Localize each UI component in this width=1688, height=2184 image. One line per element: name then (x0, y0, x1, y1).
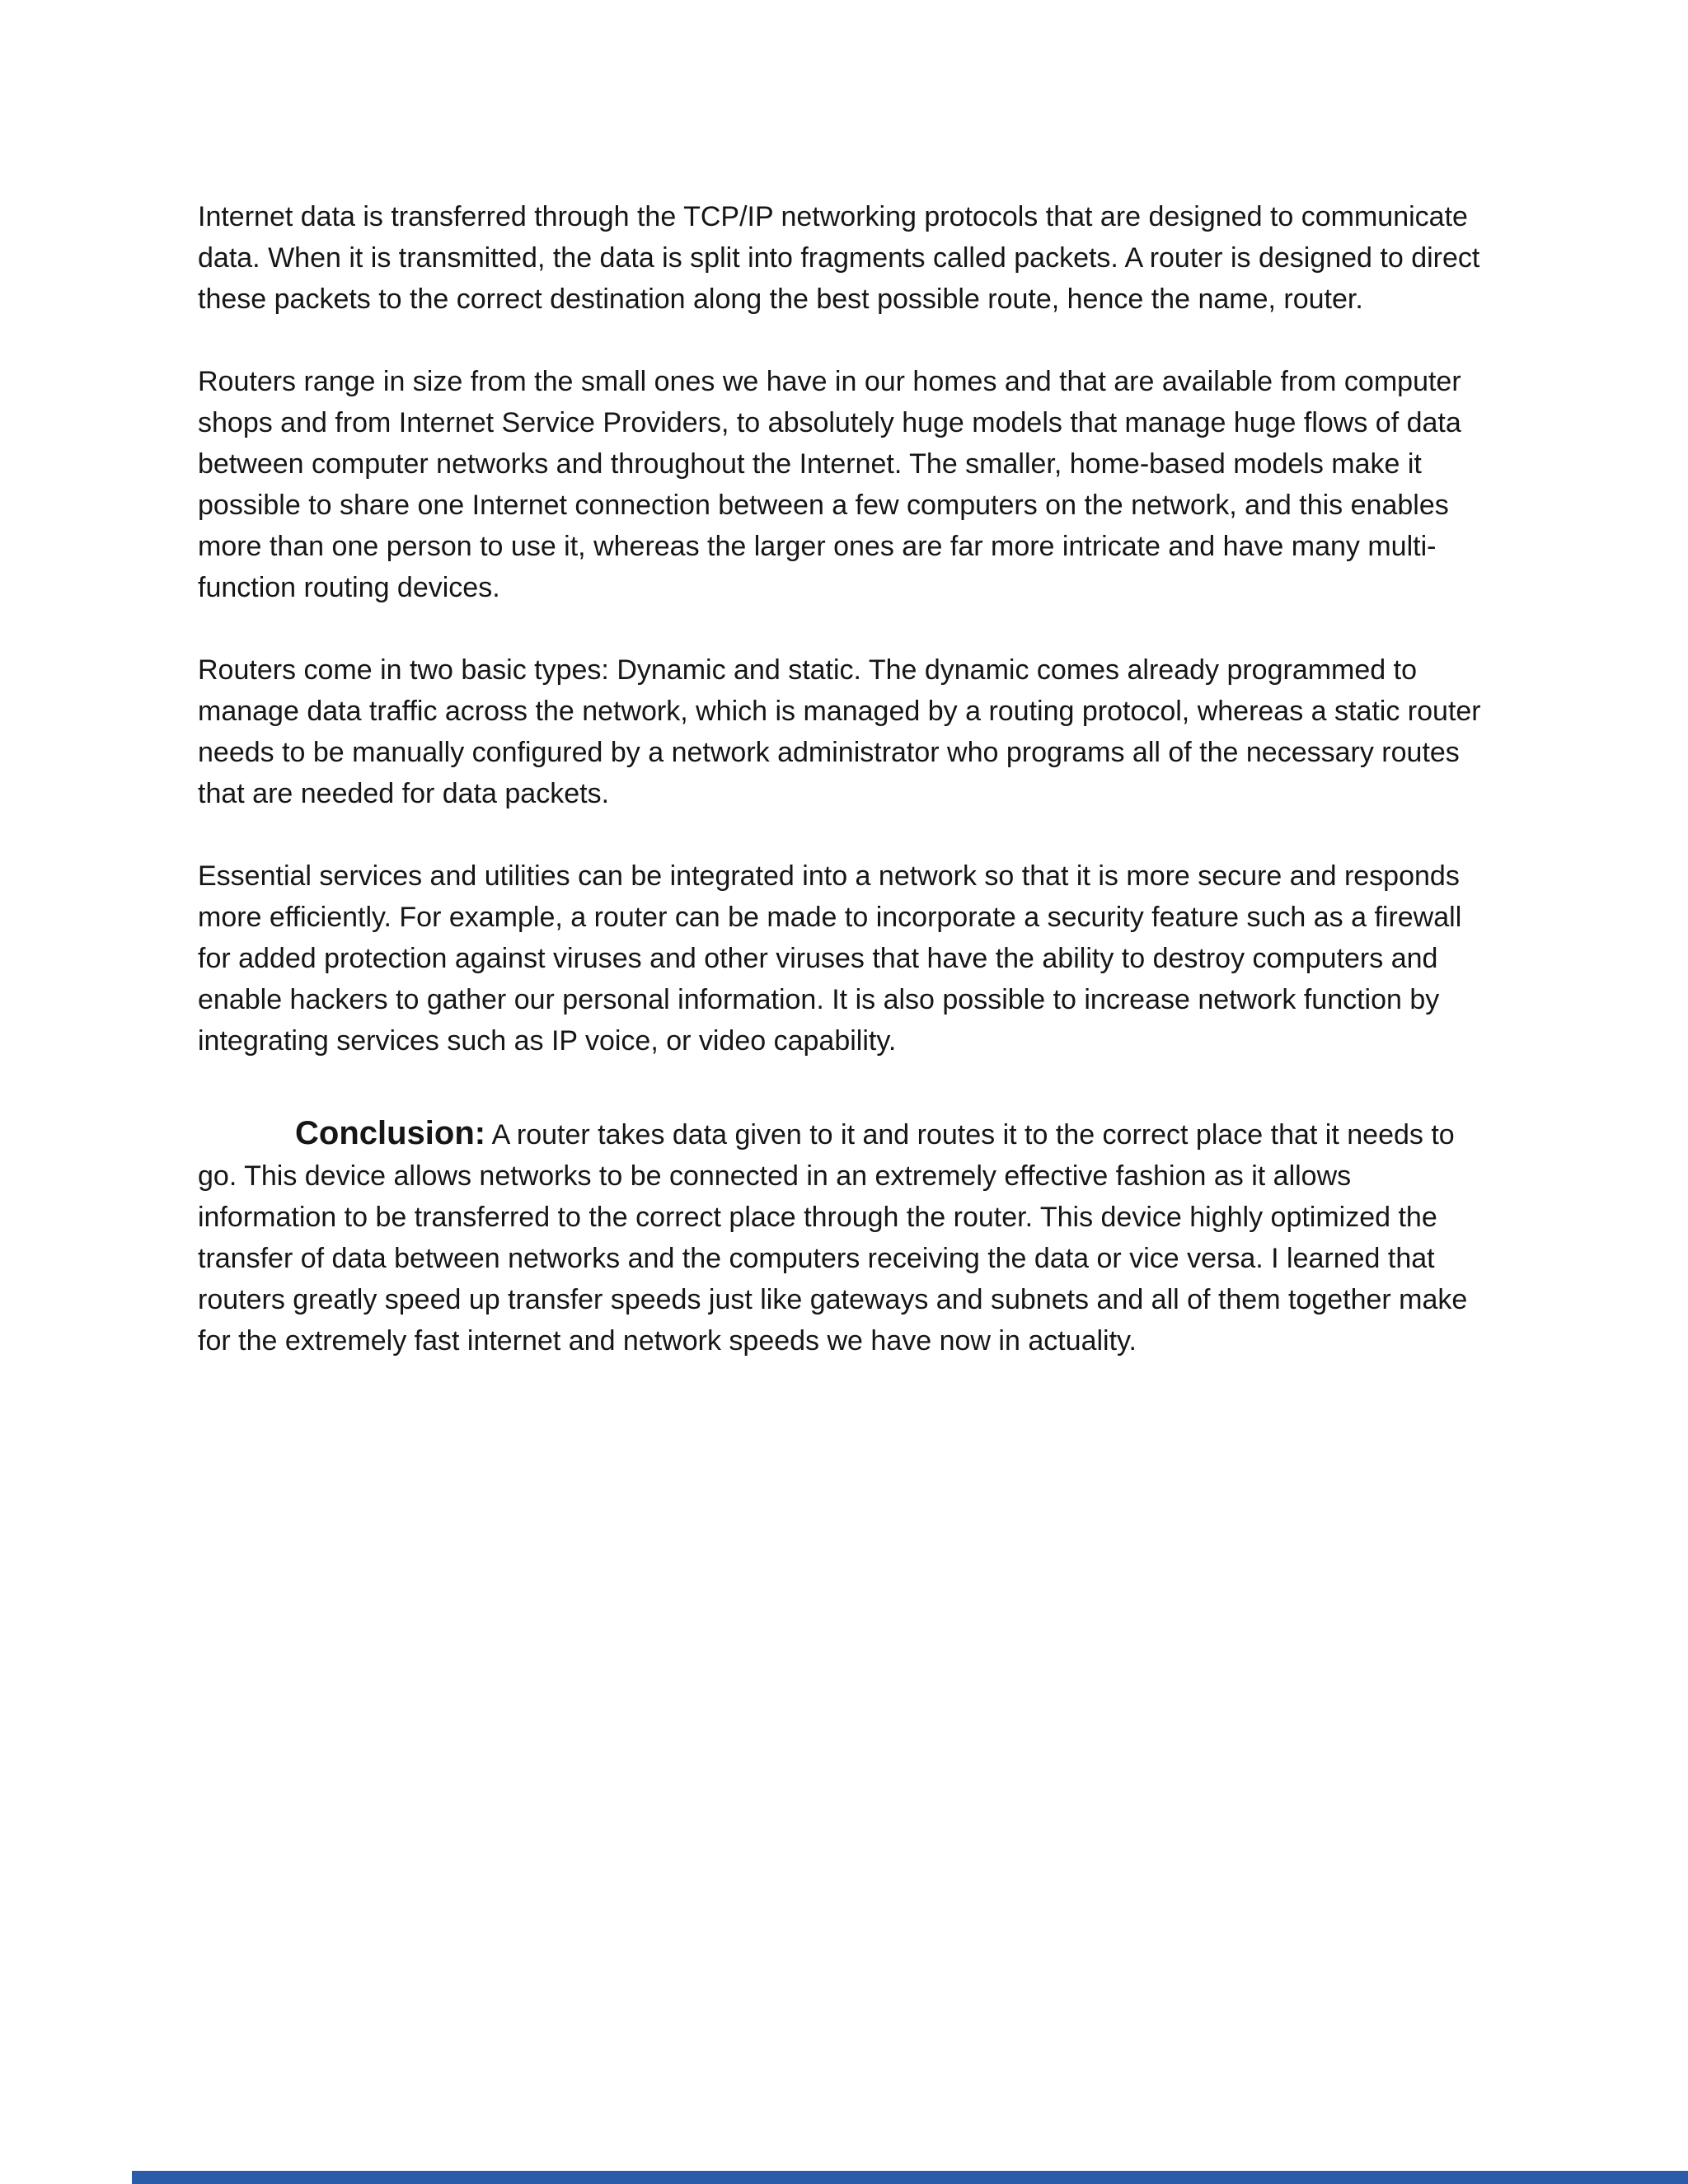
document-body (198, 196, 1496, 1403)
paragraph-router-types: Routers come in two basic types: Dynamic and static. The dynamic comes already programmed to manage data traffic across the network, which is managed by a routing protocol, whereas a static router needs to be manually configured by a network administrator who programs all of the necessary routes that are needed for data packets. (198, 654, 1481, 809)
conclusion-text: A router takes data given to it and routes it to the correct place that it needs to go. This device allows networks to be connected in an extremely effective fashion as it allows information to be transferred to the correct place through the router. This device highly optimized the transfer of data between networks and the computers receiving the data or vice versa. I learned that routers greatly speed up transfer speeds just like gateways and subnets and all of them together make for the extremely fast internet and network speeds we have now in actuality. (198, 1119, 1468, 1357)
paragraph-internet-data: Internet data is transferred through the TCP/IP networking protocols that are designed to communicate data. When it is transmitted, the data is split into fragments called packets. A router is designed to direct these packets to the correct destination along the best possible route, hence the name, router. (198, 201, 1480, 315)
footer-accent-bar (132, 2171, 1688, 2184)
conclusion-heading: Conclusion: (295, 1115, 486, 1151)
paragraph-router-sizes: Routers range in size from the small ones we have in our homes and that are available from computer shops and from Internet Service Providers, to absolutely huge models that manage huge flows of data between computer networks and throughout the Internet. The smaller, home-based models make it possible to share one Internet connection between a few computers on the network, and this enables more than one person to use it, whereas the larger ones are far more intricate and have many multi-function routing devices. (198, 366, 1461, 603)
paragraph-essential-services: Essential services and utilities can be integrated into a network so that it is more secure and responds more efficiently. For example, a router can be made to incorporate a security feature such as a firewall for added protection against viruses and other viruses that have the ability to destroy computers and enable hackers to gather our personal information. It is also possible to increase network function by integrating services such as IP voice, or video capability. (198, 860, 1462, 1057)
paragraph-conclusion (198, 1113, 1496, 1361)
